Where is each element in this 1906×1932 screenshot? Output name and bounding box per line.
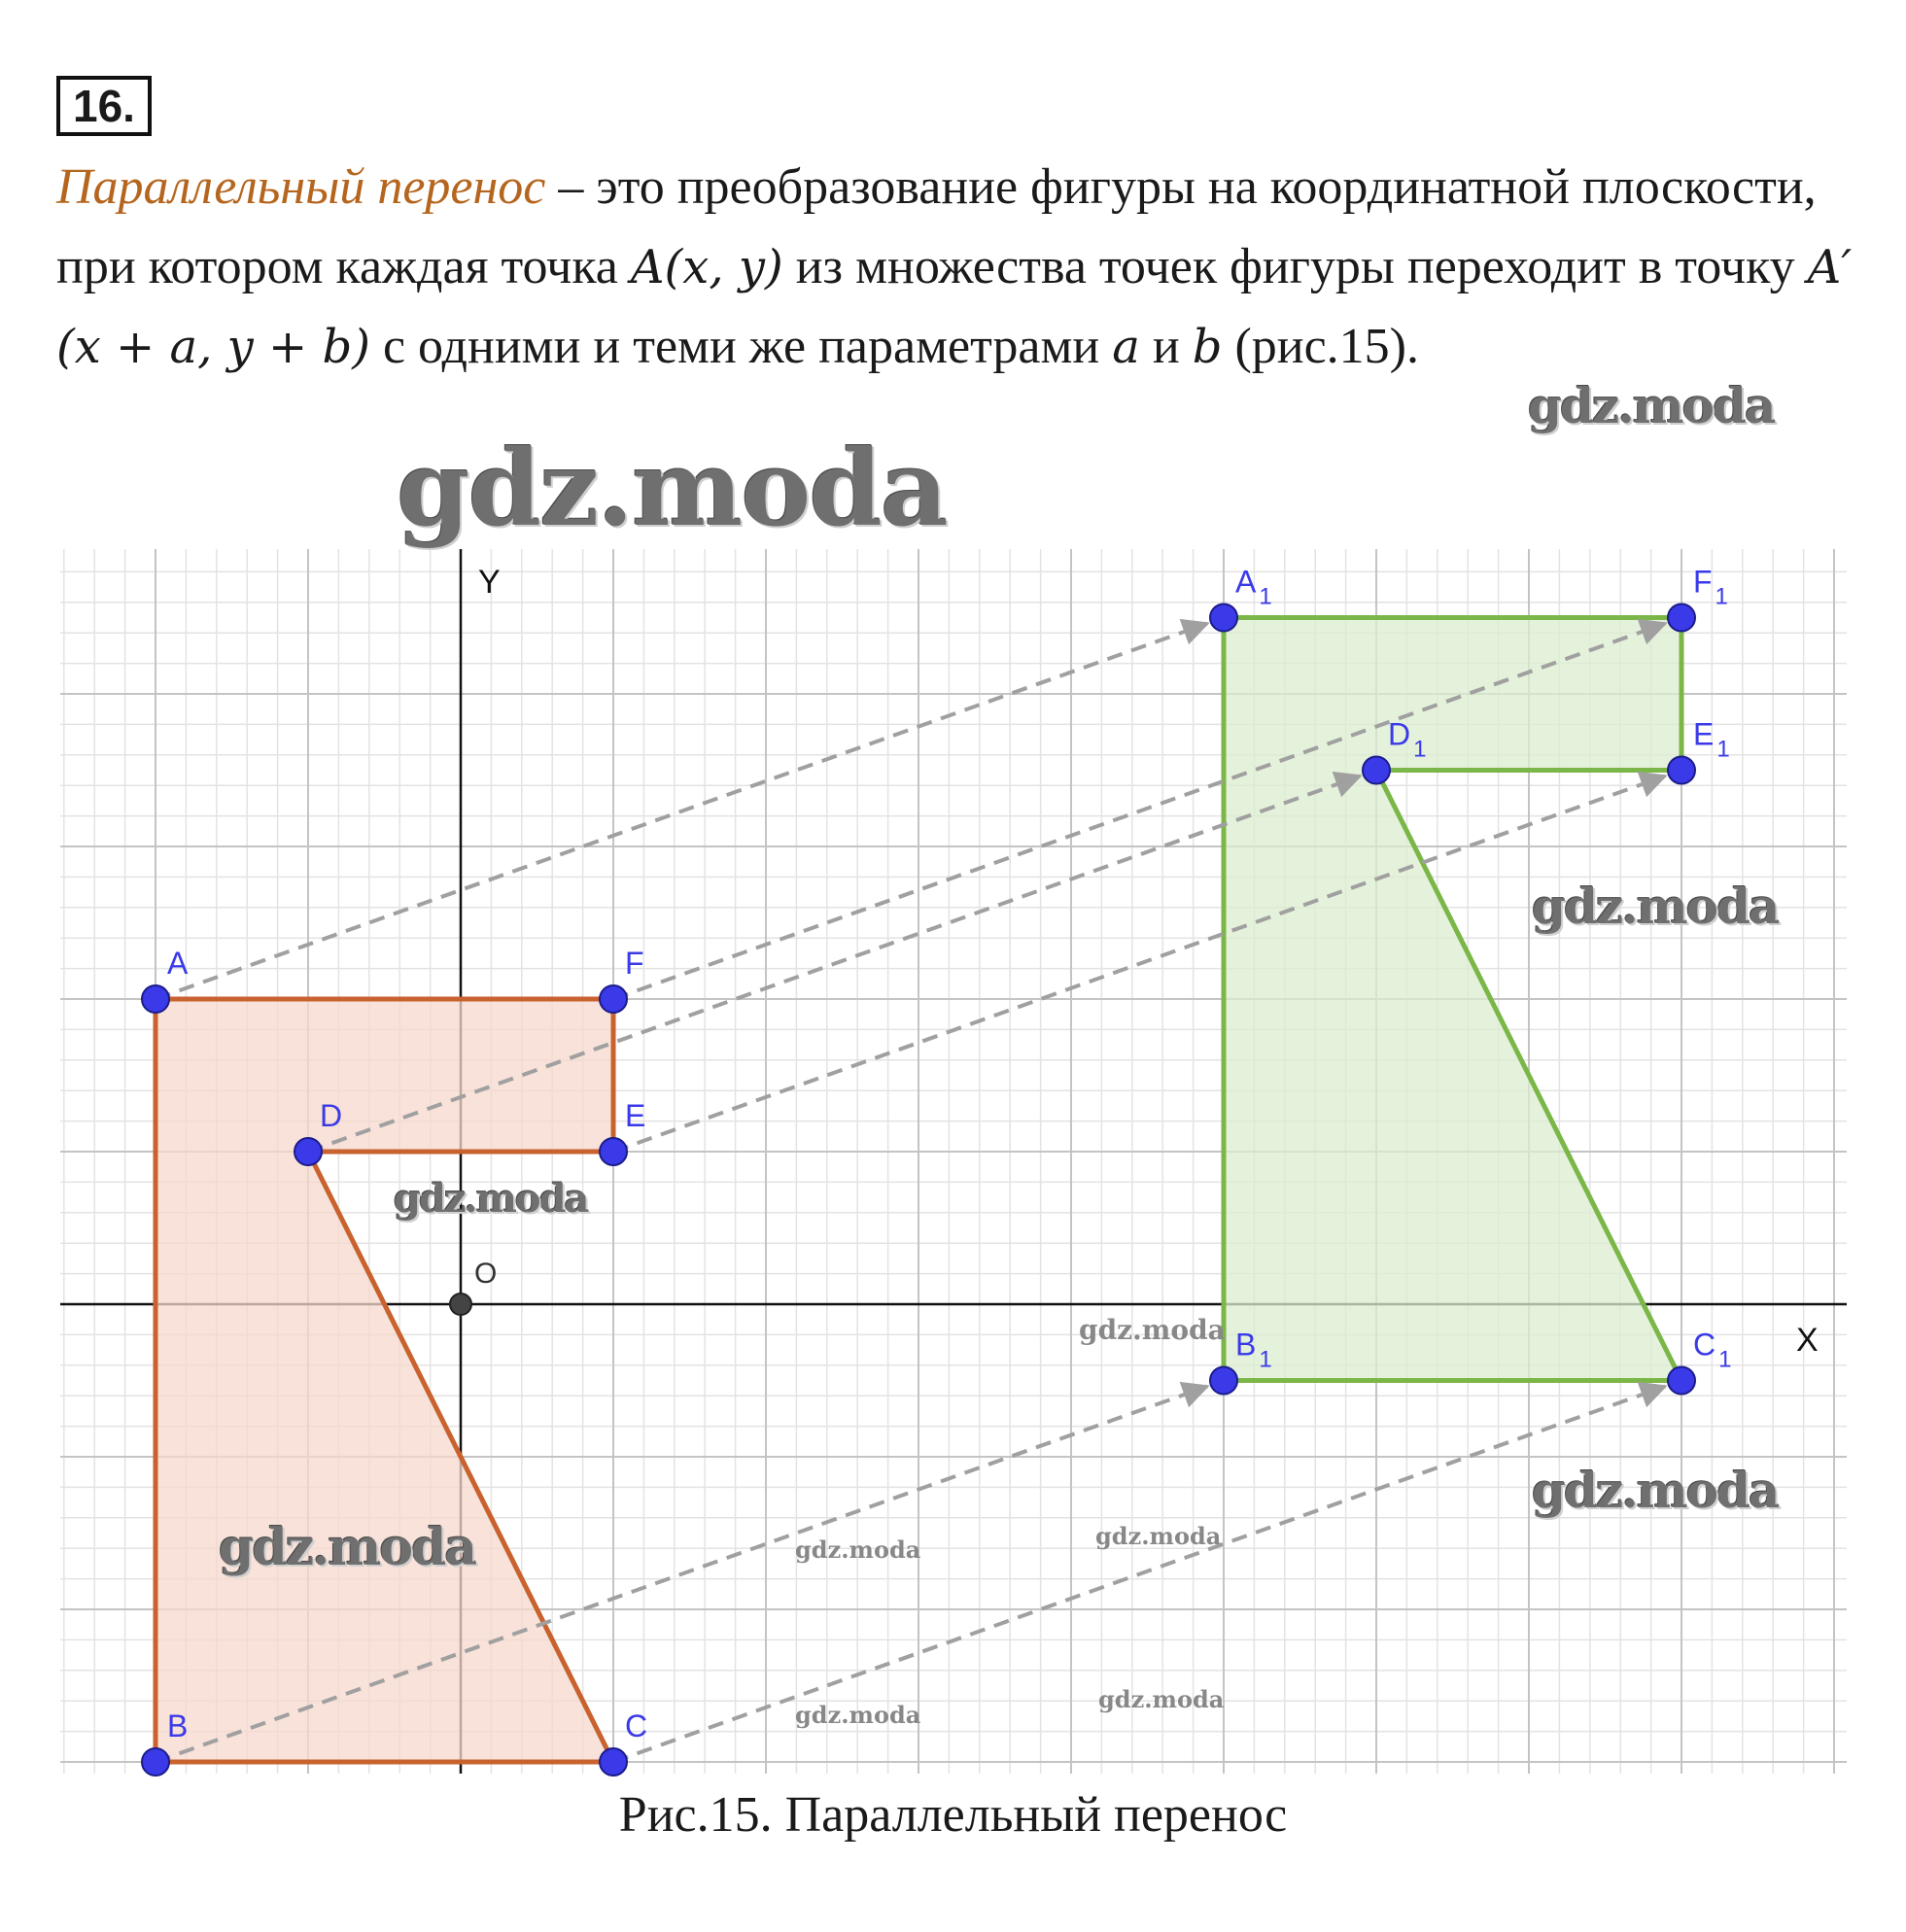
original-label-d: D (320, 1098, 343, 1133)
image-point-c (1668, 1367, 1695, 1395)
original-label-e: E (625, 1098, 646, 1133)
image-label-d: D $_1$ (1388, 716, 1427, 763)
origin-label: O (474, 1258, 498, 1290)
original-figure (156, 999, 613, 1762)
origin-point (450, 1294, 471, 1315)
watermark: gdz.moda (1532, 878, 1779, 935)
formula-point-a-prime: A′(x + a, y + b) (56, 240, 1853, 374)
original-label-a: A (167, 946, 189, 981)
original-point-e (600, 1138, 627, 1165)
original-point-f (600, 985, 627, 1013)
watermark: gdz.moda (1528, 377, 1775, 434)
image-label-e: E $_1$ (1693, 716, 1730, 763)
original-point-d (295, 1138, 322, 1165)
image-point-d (1363, 757, 1390, 784)
image-point-a (1210, 604, 1237, 632)
image-point-e (1668, 757, 1695, 784)
original-label-f: F (625, 946, 644, 981)
formula-point-a: A(x, y) (630, 240, 783, 294)
param-a: a (1112, 320, 1140, 374)
term-parallel-translation: Параллельный перенос (56, 159, 546, 215)
image-point-f (1668, 604, 1695, 632)
text-part-4: (рис.15). (1222, 319, 1419, 374)
watermark: gdz.moda (795, 1535, 921, 1564)
figure-caption: Рис.15. Параллельный перенос (618, 1787, 1288, 1843)
image-point-b (1210, 1367, 1237, 1395)
watermark: gdz.moda (1098, 1685, 1225, 1713)
watermark: gdz.moda (1095, 1522, 1222, 1550)
watermark: gdz.moda (219, 1518, 476, 1577)
problem-number: 16. (56, 76, 152, 136)
param-b: b (1192, 320, 1223, 374)
text-part-2: из множества точек фигуры переходит в точку (782, 239, 1808, 294)
text-part-3: с одними и теми же параметрами (369, 319, 1113, 374)
x-axis-label: X (1796, 1322, 1819, 1359)
original-point-c (600, 1748, 627, 1776)
watermark: gdz.moda (394, 1176, 588, 1222)
watermark: gdz.moda (397, 428, 947, 550)
original-label-b: B (167, 1708, 189, 1743)
original-label-c: C (625, 1708, 648, 1743)
translation-arrow-a (156, 624, 1207, 999)
image-label-a: A $_1$ (1235, 564, 1272, 610)
original-point-a (142, 985, 169, 1013)
text-part-1: – это преобразование фигуры на координатной плоскости, при котором каждая точка (56, 159, 1817, 294)
translation-arrow-f (613, 624, 1665, 999)
image-label-f: F $_1$ (1693, 564, 1728, 610)
y-axis-label: Y (478, 564, 501, 601)
watermark: gdz.moda (1079, 1314, 1226, 1346)
image-label-b: B $_1$ (1235, 1327, 1272, 1373)
image-label-c: C $_1$ (1693, 1327, 1732, 1373)
watermark: gdz.moda (795, 1701, 921, 1729)
and-word: и (1139, 319, 1193, 374)
original-point-b (142, 1748, 169, 1776)
watermark: gdz.moda (1532, 1462, 1779, 1519)
